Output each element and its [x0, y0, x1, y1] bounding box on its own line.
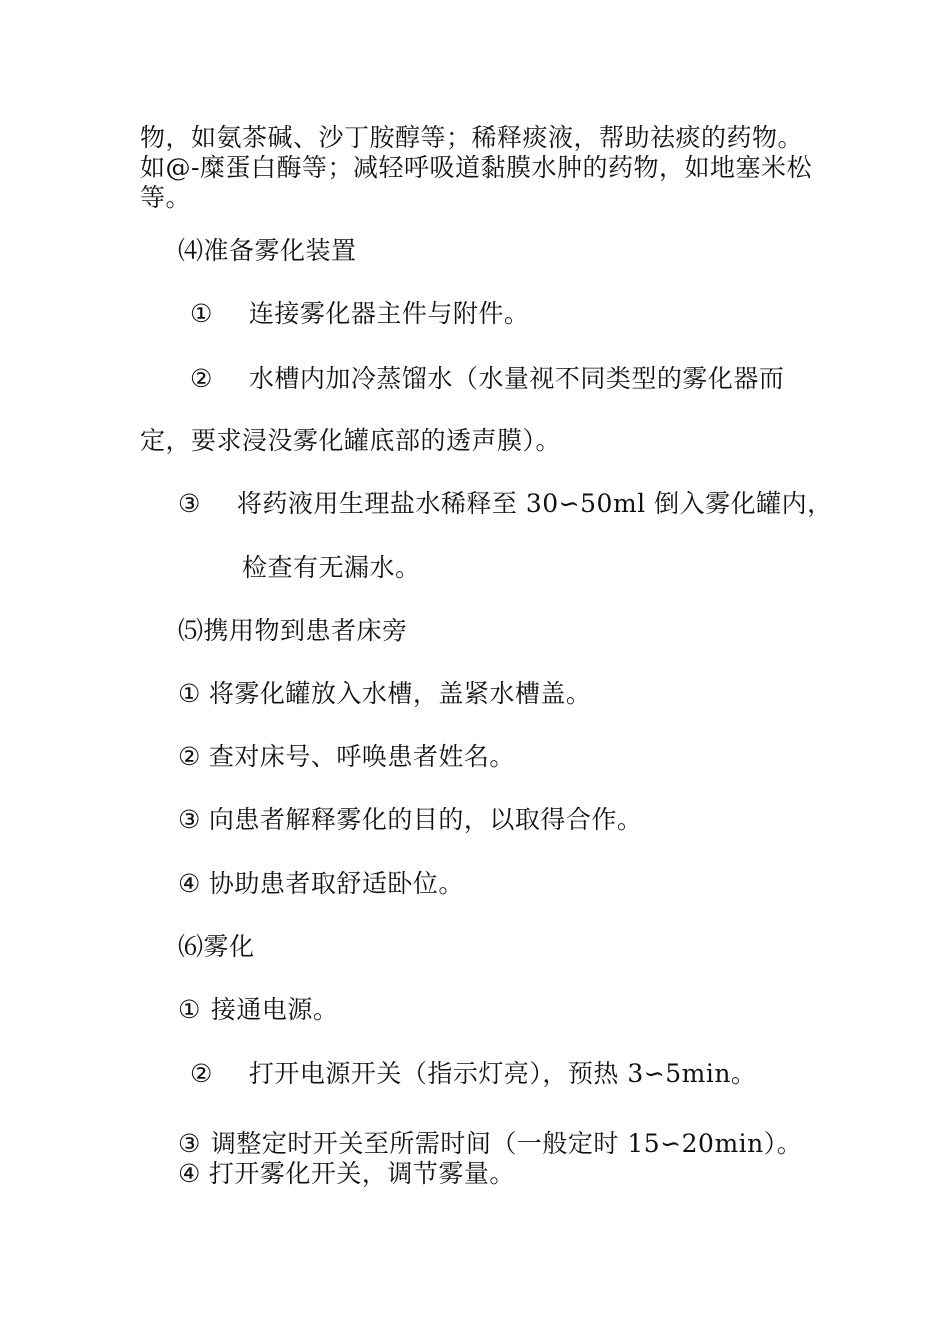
item-marker: ②	[190, 364, 213, 393]
item-text: 将药液用生理盐水稀释至 30∽50ml 倒入雾化罐内，	[236, 489, 833, 518]
section-4-item-3	[178, 489, 833, 519]
item-text: 接通电源。	[210, 995, 339, 1024]
item-marker: ③	[178, 489, 201, 518]
section-5-item-2	[178, 742, 515, 772]
item-marker: ②	[178, 742, 201, 771]
item-text: 调整定时开关至所需时间（一般定时 15∽20min）。	[210, 1129, 803, 1158]
item-text: 打开雾化开关，调节雾量。	[208, 1159, 515, 1188]
section-4-item-2-continuation: 定，要求浸没雾化罐底部的透声膜）。	[140, 426, 562, 455]
item-text: 协助患者取舒适卧位。	[208, 869, 464, 898]
section-6-item-3	[178, 1129, 802, 1159]
item-text: 打开电源开关（指示灯亮），预热 3∽5min。	[248, 1059, 757, 1088]
item-marker: ①	[190, 299, 213, 328]
section-4-item-3-continuation: 检查有无漏水。	[242, 553, 421, 582]
item-marker: ①	[178, 995, 201, 1024]
section-5-item-1	[178, 679, 591, 709]
item-marker: ④	[178, 1159, 201, 1188]
section-6-item-1	[178, 995, 338, 1025]
section-5-heading: ⑸携用物到患者床旁	[178, 616, 408, 645]
item-marker: ①	[178, 679, 201, 708]
section-5-item-4	[178, 869, 464, 899]
section-6-item-2	[190, 1059, 756, 1089]
section-4-item-2	[190, 364, 784, 394]
item-text: 连接雾化器主件与附件。	[248, 299, 530, 328]
intro-line-1: 物，如氨茶碱、沙丁胺醇等；稀释痰液，帮助祛痰的药物。	[140, 123, 804, 152]
item-marker: ②	[190, 1059, 213, 1088]
section-4-heading: ⑷准备雾化装置	[178, 236, 357, 265]
item-text: 向患者解释雾化的目的，以取得合作。	[208, 805, 643, 834]
item-marker: ③	[178, 1129, 201, 1158]
section-6-item-4	[178, 1159, 515, 1189]
item-text: 水槽内加冷蒸馏水（水量视不同类型的雾化器而	[248, 364, 785, 393]
item-text: 将雾化罐放入水槽，盖紧水槽盖。	[208, 679, 592, 708]
section-6-heading: ⑹雾化	[178, 932, 255, 961]
item-marker: ④	[178, 869, 201, 898]
intro-line-2: 如@-糜蛋白酶等；减轻呼吸道黏膜水肿的药物，如地塞米松	[140, 153, 812, 182]
item-marker: ③	[178, 805, 201, 834]
section-5-item-3	[178, 805, 642, 835]
section-4-item-1	[190, 299, 529, 329]
item-text: 查对床号、呼唤患者姓名。	[208, 742, 515, 771]
intro-line-3: 等。	[140, 183, 192, 212]
